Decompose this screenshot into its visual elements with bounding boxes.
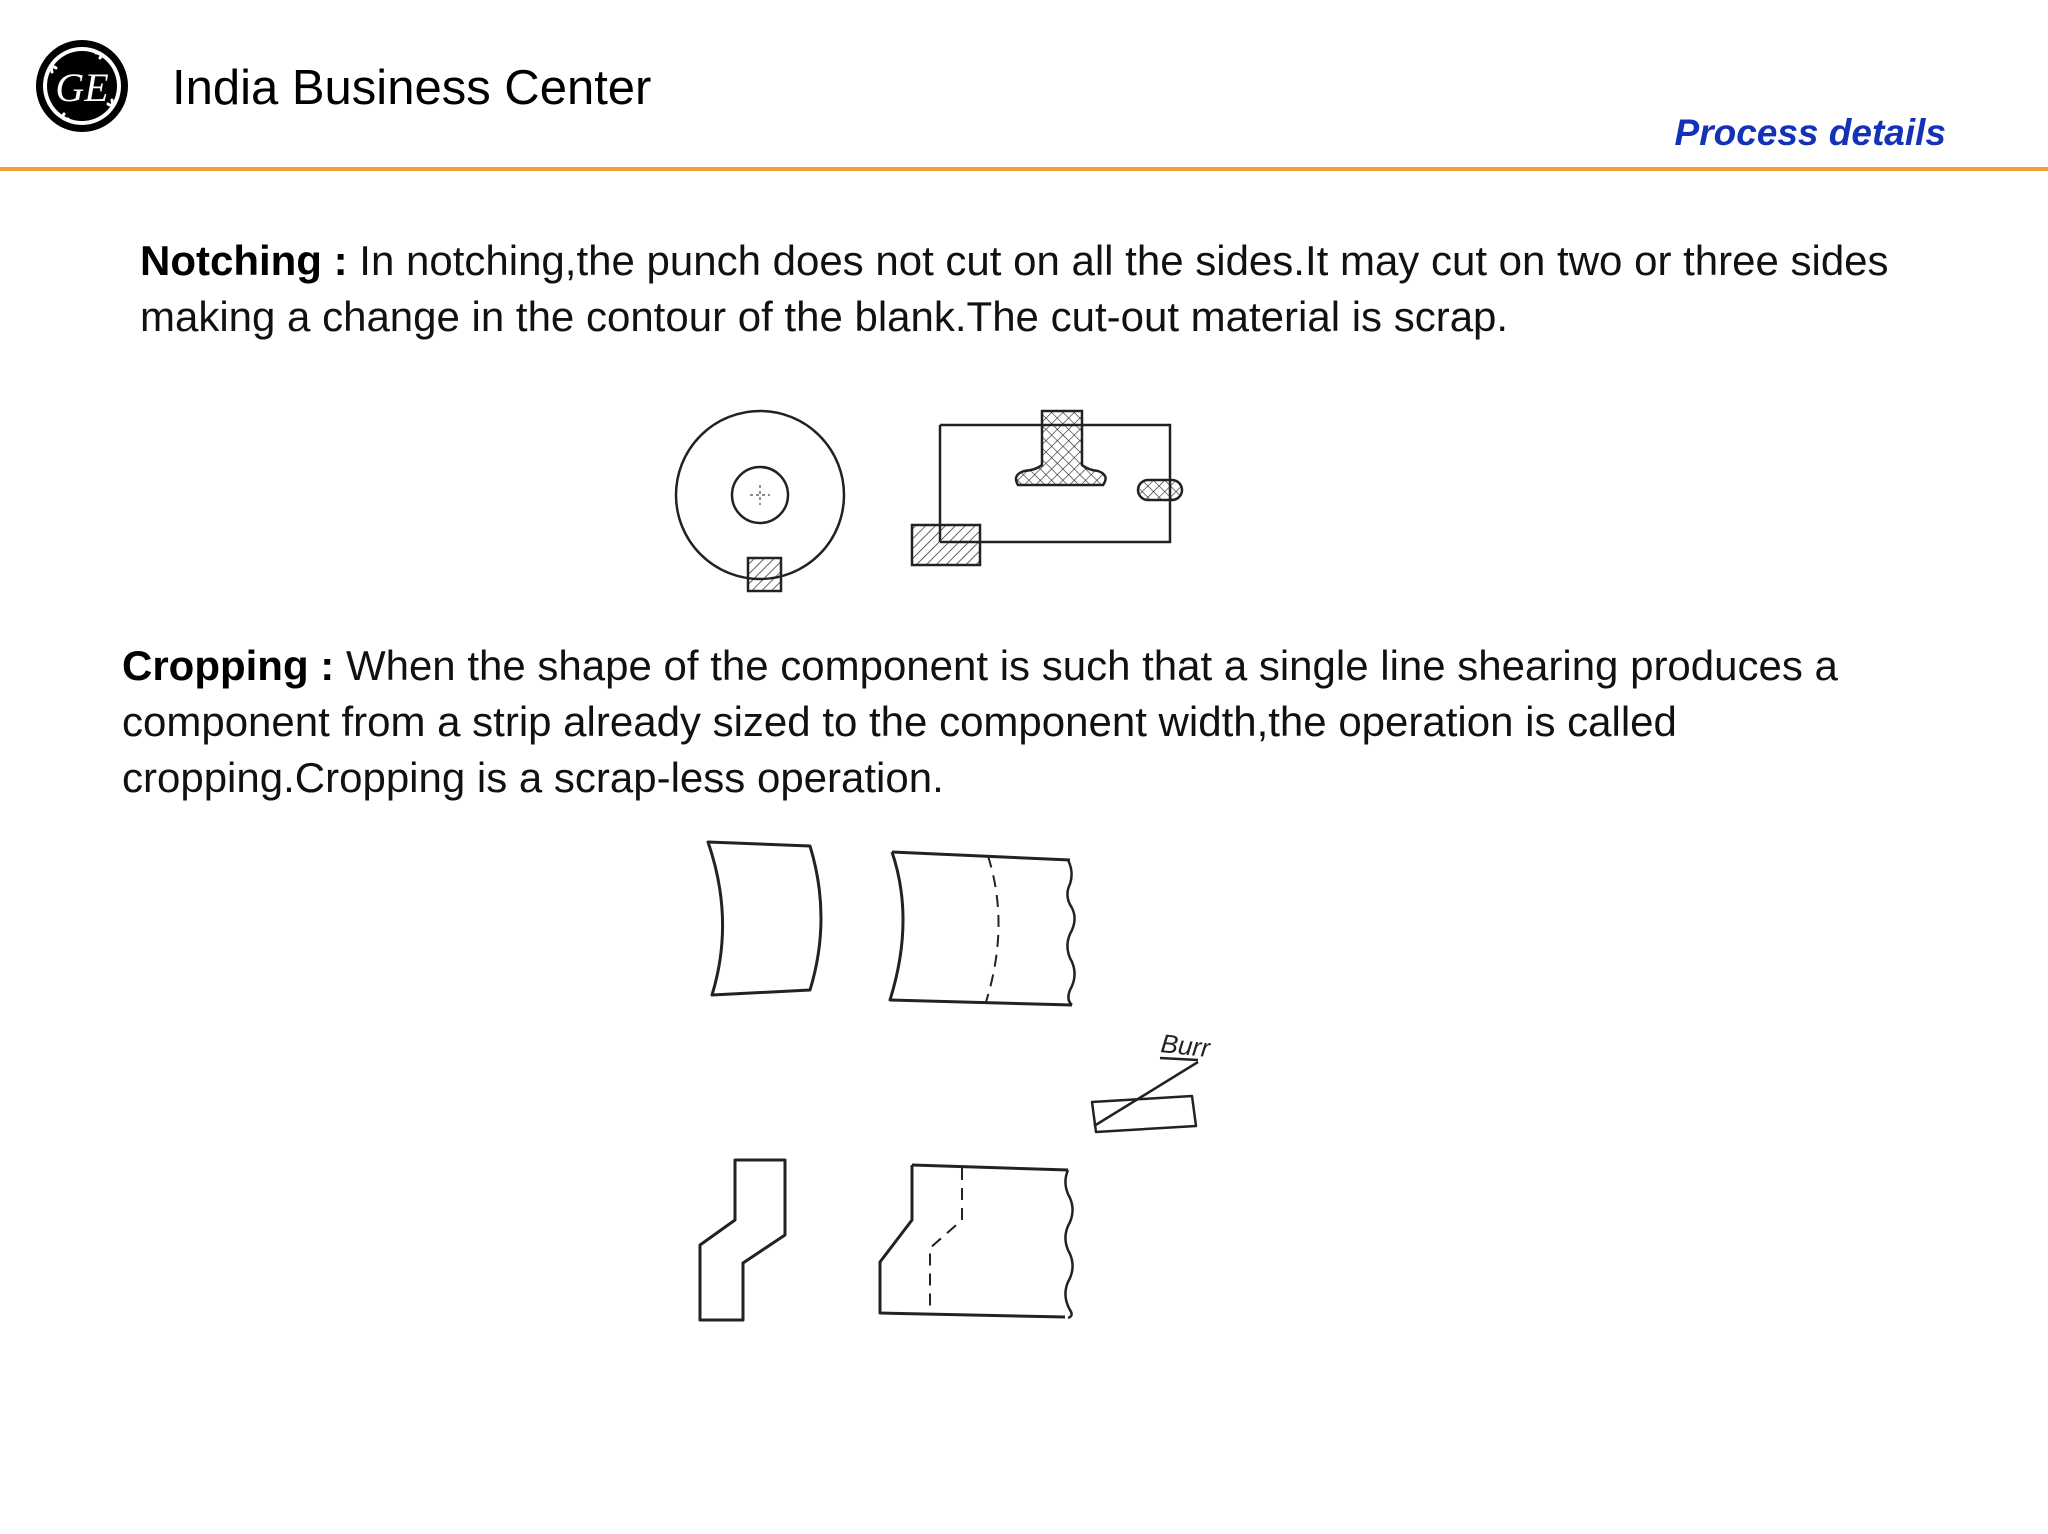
washer-inner [732,467,788,523]
cropping-term: Cropping : [122,642,335,689]
plate-t-notch [1016,411,1106,485]
ge-monogram-icon [34,38,130,134]
org-title: India Business Center [172,61,652,115]
strip-curved-edges [890,852,1072,1005]
plate-slot-notch [1138,480,1182,500]
cropping-diagram [690,830,1230,1350]
notching-drawing [650,395,1210,605]
cropping-paragraph [122,638,1922,806]
notching-text: In notching,the punch does not cut on all the sides.It may cut on two or three sides making a change in the contour of the blank.The cut-out material is scrap. [140,237,1889,340]
washer-outer [676,411,844,579]
plate-corner-notch [912,525,980,565]
burr-shear-line [1094,1062,1198,1126]
logo-lettering: GE [55,65,109,110]
notching-paragraph [140,233,2000,345]
cropping-drawing [690,830,1230,1350]
ge-logo [34,38,130,134]
strip-stepped-cut-line [930,1168,962,1315]
cropping-text: When the shape of the component is such that a single line shearing produces a component from a strip already sized to the component width,the operation is called cropping.Cropping is a scrap-less operation. [122,642,1838,801]
cropped-stepped-part [700,1160,785,1320]
notching-diagram [650,395,1210,605]
cropped-curved-part [708,842,821,995]
section-label: Process details [1674,112,1946,153]
notching-term: Notching : [140,237,348,284]
washer-notch [748,558,781,591]
burr-sheet-edge [1092,1096,1196,1132]
strip-curved-cut-line [986,856,999,1002]
header-divider [0,167,2048,171]
burr-label: Burr [1159,1028,1212,1064]
